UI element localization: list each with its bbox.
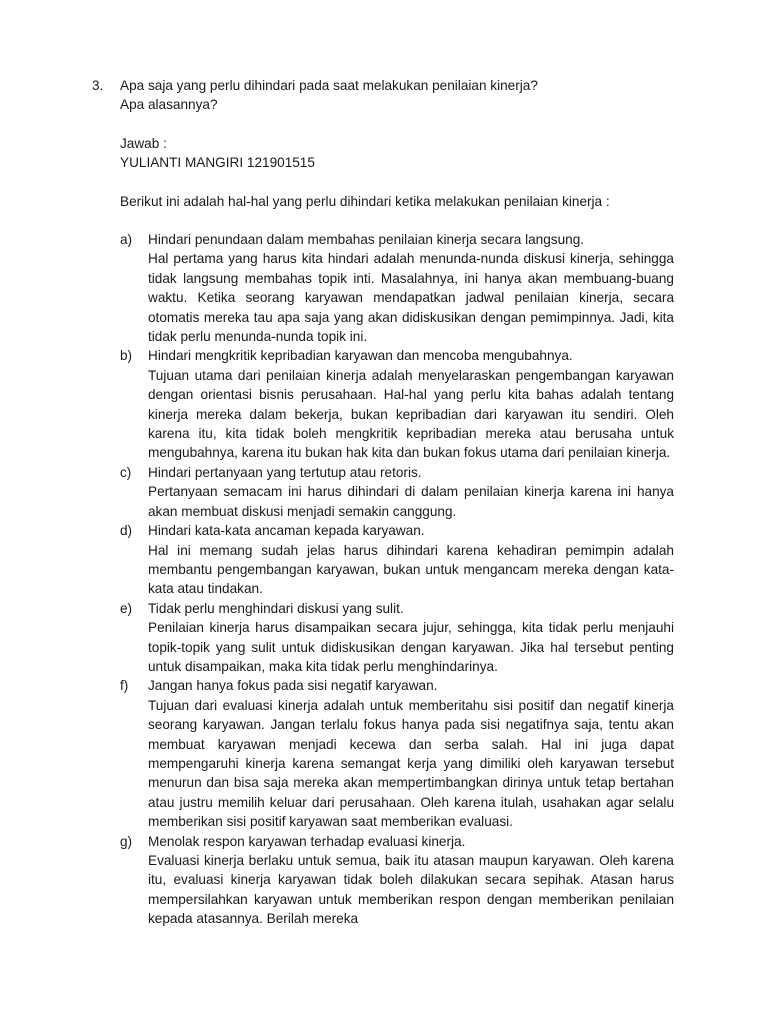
list-marker: a) [120,232,133,247]
list-item [120,230,674,346]
list-marker: d) [120,523,133,539]
item-body: Hal ini memang sudah jelas harus dihindari karena kehadiran pemimpin adalah membantu pengembangan karyawan, bukan untuk mengancam mereka dengan kata-kata atau tindakan. [148,542,674,597]
item-body: Tujuan utama dari penilaian kinerja adalah menyelaraskan pengembangan karyawan dengan orientasi bisnis perusahaan. Hal-hal yang perlu kita bahas adalah tentang kinerja mereka dalam bekerja, bukan kepribadian dari karyawan itu sendiri. Oleh karena itu, kita tidak boleh mengkritik kepribadian mereka atau berusaha untuk mengubahnya, karena itu bukan hak kita dan bukan fokus utama dari penilaian kinerja. [148,367,674,461]
question-text-line: Apa saja yang perlu dihindari pada saat melakukan penilaian kinerja? [120,78,538,93]
item-body: Penilaian kinerja harus disampaikan secara jujur, sehingga, kita tidak perlu menjauhi topik-topik yang sulit untuk didiskusikan dengan karyawan. Jika hal tersebut penting untuk disampaikan, maka kita tidak perlu menghindarinya. [148,620,674,674]
list-marker: c) [120,464,132,480]
avoid-list [120,230,674,929]
list-item [120,346,674,462]
list-marker: e) [120,600,133,616]
author-name: YULIANTI MANGIRI 121901515 [120,155,315,171]
list-item [120,521,674,599]
list-item [120,463,674,521]
answer-header [120,134,674,173]
item-heading: Hindari penundaan dalam membahas penilaian kinerja secara langsung. [148,232,585,247]
item-body: Evaluasi kinerja berlaku untuk semua, baik itu atasan maupun karyawan. Oleh karena itu, evaluasi kinerja karyawan tidak boleh dilakukan secara sepihak. Atasan harus mempersilahkan karyawan untuk memberikan respon dengan memberikan penilaian kepada atasannya. Berilah mereka [148,853,674,927]
item-body: Pertanyaan semacam ini harus dihindari di dalam penilaian kinerja karena ini hanya akan membuat diskusi menjadi semakin canggung. [148,484,674,519]
list-marker: b) [120,348,133,364]
question-text [120,76,680,115]
intro-paragraph: Berikut ini adalah hal-hal yang perlu dihindari ketika melakukan penilaian kinerja : [120,194,610,209]
question-number: 3. [92,78,104,93]
item-heading: Hindari mengkritik kepribadian karyawan dan mencoba mengubahnya. [148,348,573,364]
item-heading: Tidak perlu menghindari diskusi yang sulit. [148,600,404,616]
list-marker: f) [120,678,129,694]
list-item [120,599,674,677]
list-marker: g) [120,833,133,849]
item-heading: Jangan hanya fokus pada sisi negatif karyawan. [148,678,438,694]
item-body: Hal pertama yang harus kita hindari adalah menunda-nunda diskusi kinerja, sehingga tidak langsung membahas topik inti. Masalahnya, ini hanya akan membuang-buang waktu. Ketika seorang karyawan mendapatkan jadwal penilaian kinerja, secara otomatis mereka tau apa saja yang akan didiskusikan dengan pemimpinnya. Jadi, kita tidak perlu menunda-nunda topik ini. [148,251,674,345]
item-heading: Hindari kata-kata ancaman kepada karyawan. [148,523,425,539]
question-text-line: Apa alasannya? [120,97,218,113]
item-heading: Hindari pertanyaan yang tertutup atau retoris. [148,464,422,480]
item-heading: Menolak respon karyawan terhadap evaluasi kinerja. [148,833,466,849]
list-item [120,832,674,929]
answer-label: Jawab : [120,136,167,151]
list-item [120,676,674,831]
item-body: Tujuan dari evaluasi kinerja adalah untuk memberitahu sisi positif dan negatif kinerja seorang karyawan. Jangan terlalu fokus hanya pada sisi negatifnya saja, tentu akan membuat karyawan menjadi kecewa dan serba salah. Hal ini juga dapat mempengaruhi kinerja karena semangat kerja yang dimiliki oleh karyawan tersebut menurun dan bisa saja mereka akan mempertimbangkan dirinya untuk tetap bertahan atau justru memilih keluar dari perusahaan. Oleh karena itulah, usahakan agar selalu memberikan sisi positif karyawan saat memberikan evaluasi. [148,697,674,830]
